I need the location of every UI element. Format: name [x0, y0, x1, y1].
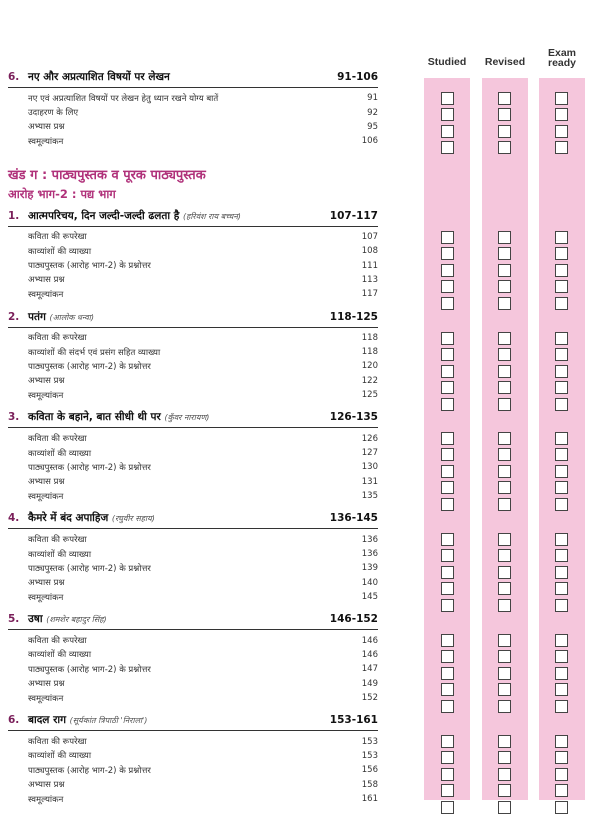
- chapter-heading: [8, 612, 378, 628]
- topic-label: काव्यांशों की व्याख्या: [28, 751, 92, 762]
- spacer: [8, 705, 378, 713]
- revised-checkbox[interactable]: [498, 231, 511, 244]
- studied-checkbox-group: [441, 735, 457, 817]
- revised-checkbox[interactable]: [498, 92, 511, 105]
- studied-checkbox[interactable]: [441, 264, 454, 277]
- topic-label: स्वमूल्यांकन: [28, 289, 64, 300]
- revised-checkbox[interactable]: [498, 599, 511, 612]
- studied-checkbox[interactable]: [441, 533, 454, 546]
- list-item: [8, 244, 378, 258]
- exam-ready-checkbox[interactable]: [555, 365, 568, 378]
- revised-checkbox-group: [498, 332, 514, 414]
- chapter-number: 1.: [8, 209, 20, 222]
- chapter-page-range: 126-135: [329, 411, 378, 424]
- topic-label: अभ्यास प्रश्न: [28, 780, 65, 791]
- list-item: [8, 331, 378, 345]
- revised-checkbox[interactable]: [498, 381, 511, 394]
- topic-page: 136: [361, 549, 378, 559]
- exam-ready-checkbox[interactable]: [555, 280, 568, 293]
- exam-ready-checkbox[interactable]: [555, 108, 568, 121]
- topic-page: 125: [361, 390, 378, 401]
- revised-checkbox[interactable]: [498, 108, 511, 121]
- spacer: [8, 604, 378, 612]
- topic-page: 145: [361, 592, 378, 603]
- topic-page: 146: [361, 649, 378, 660]
- revised-checkbox-group: [498, 735, 514, 817]
- studied-checkbox[interactable]: [441, 465, 454, 478]
- exam-ready-checkbox[interactable]: [555, 381, 568, 394]
- exam-ready-checkbox[interactable]: [555, 432, 568, 445]
- exam-ready-checkbox[interactable]: [555, 634, 568, 647]
- exam-ready-checkbox[interactable]: [555, 465, 568, 478]
- topic-label: कविता की रूपरेखा: [28, 333, 87, 344]
- studied-checkbox[interactable]: [441, 700, 454, 713]
- chapter-number: 2.: [8, 310, 20, 323]
- studied-checkbox[interactable]: [441, 92, 454, 105]
- chapter-title-text: नए और अप्रत्याशित विषयों पर लेखन: [28, 71, 170, 83]
- chapter-author: (सूर्यकांत त्रिपाठी 'निराला'): [69, 716, 148, 726]
- topic-page: 107: [361, 231, 378, 242]
- exam-ready-checkbox[interactable]: [555, 650, 568, 663]
- revised-checkbox[interactable]: [498, 533, 511, 546]
- studied-checkbox[interactable]: [441, 801, 454, 814]
- studied-checkbox[interactable]: [441, 365, 454, 378]
- exam-ready-checkbox[interactable]: [555, 348, 568, 361]
- exam-ready-checkbox[interactable]: [555, 481, 568, 494]
- exam-ready-checkbox[interactable]: [555, 801, 568, 814]
- chapter-author: (आलोक धन्वा): [49, 312, 94, 322]
- revised-checkbox[interactable]: [498, 448, 511, 461]
- exam-ready-header: Exam ready: [547, 47, 577, 69]
- list-item: [8, 388, 378, 402]
- exam-ready-checkbox[interactable]: [555, 683, 568, 696]
- exam-ready-checkbox-group: [555, 735, 571, 817]
- studied-checkbox[interactable]: [441, 667, 454, 680]
- exam-ready-checkbox[interactable]: [555, 297, 568, 310]
- chapter-number: 6.: [8, 714, 20, 727]
- chapter-title: [28, 410, 330, 424]
- studied-checkbox[interactable]: [441, 549, 454, 562]
- topic-label: पाठ्यपुस्तक (आरोह भाग-2) के प्रश्नोत्तर: [28, 563, 151, 574]
- topic-page: 149: [361, 678, 378, 689]
- topic-page: 120: [361, 361, 378, 372]
- list-item: [8, 431, 378, 445]
- revised-checkbox[interactable]: [498, 549, 511, 562]
- topic-page: 92: [367, 107, 378, 118]
- topic-label: काव्यांशों की व्याख्या: [28, 246, 92, 257]
- exam-ready-checkbox[interactable]: [555, 247, 568, 260]
- chapter-author: (हरिवंश राय बच्चन): [182, 211, 241, 221]
- exam-ready-checkbox-group: [555, 432, 571, 514]
- topic-label: अभ्यास प्रश्न: [28, 578, 65, 589]
- studied-checkbox-group: [441, 231, 457, 313]
- chapter-page-range: 136-145: [329, 512, 378, 525]
- exam-ready-checkbox[interactable]: [555, 498, 568, 511]
- topic-label: स्वमूल्यांकन: [28, 592, 64, 603]
- studied-checkbox[interactable]: [441, 231, 454, 244]
- revised-checkbox[interactable]: [498, 398, 511, 411]
- topic-label: कविता की रूपरेखा: [28, 434, 87, 445]
- topic-label: कविता की रूपरेखा: [28, 535, 87, 546]
- studied-checkbox-group: [441, 533, 457, 615]
- exam-ready-checkbox[interactable]: [555, 141, 568, 154]
- list-item: [8, 590, 378, 604]
- revised-checkbox[interactable]: [498, 650, 511, 663]
- revised-checkbox[interactable]: [498, 348, 511, 361]
- studied-checkbox-group: [441, 332, 457, 414]
- topic-page: 135: [361, 491, 378, 502]
- topic-page: 106: [361, 136, 378, 147]
- chapter-heading: [8, 511, 378, 527]
- exam-ready-checkbox-group: [555, 231, 571, 313]
- topic-page: 126: [361, 433, 378, 444]
- revised-checkbox[interactable]: [498, 264, 511, 277]
- topic-page: 108: [361, 246, 378, 257]
- topic-page: 131: [361, 476, 378, 487]
- topic-label: अभ्यास प्रश्न: [28, 275, 65, 286]
- chapter-heading: [8, 713, 378, 729]
- revised-checkbox[interactable]: [498, 683, 511, 696]
- revised-checkbox[interactable]: [498, 465, 511, 478]
- studied-checkbox[interactable]: [441, 634, 454, 647]
- topic-page: 127: [361, 448, 378, 459]
- studied-checkbox[interactable]: [441, 108, 454, 121]
- topic-label: पाठ्यपुस्तक (आरोह भाग-2) के प्रश्नोत्तर: [28, 462, 151, 473]
- studied-checkbox[interactable]: [441, 432, 454, 445]
- list-item: [8, 792, 378, 806]
- chapter-divider: [8, 528, 378, 529]
- studied-checkbox-group: [441, 634, 457, 716]
- topic-page: 147: [361, 664, 378, 675]
- revised-checkbox[interactable]: [498, 751, 511, 764]
- studied-checkbox[interactable]: [441, 398, 454, 411]
- topic-page: 156: [361, 765, 378, 776]
- exam-ready-checkbox[interactable]: [555, 264, 568, 277]
- topic-page: 152: [361, 693, 378, 704]
- exam-ready-checkbox[interactable]: [555, 667, 568, 680]
- topic-label: स्वमूल्यांकन: [28, 491, 64, 502]
- topic-label: काव्यांशों की संदर्भ एवं प्रसंग सहित व्याख्या: [28, 347, 161, 358]
- studied-checkbox[interactable]: [441, 297, 454, 310]
- exam-ready-checkbox[interactable]: [555, 549, 568, 562]
- topic-label: काव्यांशों की व्याख्या: [28, 448, 92, 459]
- chapter-page-range: 107-117: [329, 209, 378, 222]
- studied-checkbox[interactable]: [441, 481, 454, 494]
- studied-checkbox-group: [441, 432, 457, 514]
- chapter-title: [28, 713, 330, 727]
- studied-checkbox-group: [441, 92, 457, 158]
- section-heading: खंड ग : पाठ्यपुस्तक व पूरक पाठ्यपुस्तक: [8, 167, 206, 183]
- topic-label: अभ्यास प्रश्न: [28, 122, 65, 133]
- list-item: [8, 446, 378, 460]
- chapter-divider: [8, 730, 378, 731]
- studied-checkbox[interactable]: [441, 650, 454, 663]
- chapter-divider: [8, 226, 378, 227]
- list-item: [8, 287, 378, 301]
- chapter-number: 6.: [8, 71, 20, 83]
- studied-checkbox[interactable]: [441, 448, 454, 461]
- exam-ready-checkbox-group: [555, 634, 571, 716]
- exam-ready-checkbox[interactable]: [555, 784, 568, 797]
- list-item: [8, 91, 378, 105]
- topic-label: पाठ्यपुस्तक (आरोह भाग-2) के प्रश्नोत्तर: [28, 765, 151, 776]
- revised-checkbox[interactable]: [498, 297, 511, 310]
- topic-page: 130: [361, 462, 378, 473]
- revised-checkbox[interactable]: [498, 365, 511, 378]
- topic-page: 139: [361, 563, 378, 574]
- studied-checkbox[interactable]: [441, 247, 454, 260]
- list-item: [8, 345, 378, 359]
- chapter-heading: [8, 70, 378, 86]
- list-item: [8, 734, 378, 748]
- chapter-title: [28, 511, 330, 525]
- exam-ready-checkbox-group: [555, 332, 571, 414]
- list-item: [8, 749, 378, 763]
- revised-checkbox[interactable]: [498, 498, 511, 511]
- exam-ready-checkbox[interactable]: [555, 582, 568, 595]
- exam-ready-checkbox[interactable]: [555, 332, 568, 345]
- list-item: [8, 763, 378, 777]
- studied-checkbox[interactable]: [441, 599, 454, 612]
- revised-checkbox[interactable]: [498, 247, 511, 260]
- exam-ready-checkbox[interactable]: [555, 448, 568, 461]
- subsection-heading: आरोह भाग-2 : पद्य भाग: [8, 186, 116, 201]
- chapter-title: [28, 612, 330, 626]
- revised-checkbox[interactable]: [498, 801, 511, 814]
- revised-checkbox[interactable]: [498, 784, 511, 797]
- exam-ready-checkbox[interactable]: [555, 566, 568, 579]
- chapter-title-text: उषा: [28, 613, 43, 626]
- topic-page: 117: [361, 289, 378, 300]
- topic-label: अभ्यास प्रश्न: [28, 376, 65, 387]
- list-item: [8, 359, 378, 373]
- spacer: [8, 149, 378, 157]
- revised-checkbox-group: [498, 634, 514, 716]
- studied-checkbox[interactable]: [441, 683, 454, 696]
- list-item: [8, 374, 378, 388]
- spacer: [8, 402, 378, 410]
- chapter-heading: [8, 209, 378, 225]
- topic-page: 111: [361, 260, 378, 271]
- studied-checkbox[interactable]: [441, 381, 454, 394]
- studied-checkbox[interactable]: [441, 735, 454, 748]
- chapter-title-text: कैमरे में बंद अपाहिज: [28, 512, 109, 525]
- topic-label: काव्यांशों की व्याख्या: [28, 650, 92, 661]
- list-item: [8, 230, 378, 244]
- revised-checkbox-group: [498, 533, 514, 615]
- revised-checkbox[interactable]: [498, 332, 511, 345]
- chapter-page-range: 91-106: [337, 71, 378, 83]
- topic-page: 136: [361, 534, 378, 545]
- contents-list: [8, 70, 378, 814]
- chapter-divider: [8, 629, 378, 630]
- topic-label: नए एवं अप्रत्याशित विषयों पर लेखन हेतु ध्यान रखने योग्य बातें: [28, 93, 219, 104]
- revised-checkbox[interactable]: [498, 634, 511, 647]
- list-item: [8, 120, 378, 134]
- chapter-title: [28, 70, 337, 84]
- revised-checkbox[interactable]: [498, 566, 511, 579]
- chapter-author: (रघुवीर सहाय): [111, 514, 155, 524]
- revised-header: Revised: [484, 56, 526, 68]
- topic-label: स्वमूल्यांकन: [28, 136, 64, 147]
- topic-label: काव्यांशों की व्याख्या: [28, 549, 92, 560]
- topic-page: 158: [361, 779, 378, 790]
- chapter-title-text: आत्मपरिचय, दिन जल्दी-जल्दी ढलता है: [28, 209, 180, 222]
- revised-checkbox[interactable]: [498, 667, 511, 680]
- topic-label: पाठ्यपुस्तक (आरोह भाग-2) के प्रश्नोत्तर: [28, 361, 151, 372]
- chapter-divider: [8, 327, 378, 328]
- exam-ready-checkbox-group: [555, 92, 571, 158]
- studied-checkbox[interactable]: [441, 566, 454, 579]
- list-item: [8, 691, 378, 705]
- revised-checkbox-group: [498, 92, 514, 158]
- chapter-title-text: पतंग: [28, 310, 46, 323]
- topic-page: 118: [361, 347, 378, 358]
- exam-ready-checkbox[interactable]: [555, 768, 568, 781]
- exam-ready-checkbox[interactable]: [555, 751, 568, 764]
- list-item: [8, 134, 378, 148]
- topic-label: कविता की रूपरेखा: [28, 232, 87, 243]
- topic-label: स्वमूल्यांकन: [28, 794, 64, 805]
- revised-checkbox[interactable]: [498, 280, 511, 293]
- topic-label: पाठ्यपुस्तक (आरोह भाग-2) के प्रश्नोत्तर: [28, 261, 151, 272]
- chapter-title: [28, 310, 330, 324]
- exam-ready-checkbox-group: [555, 533, 571, 615]
- list-item: [8, 662, 378, 676]
- spacer: [8, 503, 378, 511]
- topic-label: स्वमूल्यांकन: [28, 693, 64, 704]
- studied-checkbox[interactable]: [441, 332, 454, 345]
- list-item: [8, 778, 378, 792]
- chapter-divider: [8, 87, 378, 88]
- revised-checkbox[interactable]: [498, 768, 511, 781]
- chapter-heading: [8, 410, 378, 426]
- chapter-page-range: 146-152: [329, 613, 378, 626]
- revised-checkbox[interactable]: [498, 735, 511, 748]
- topic-label: पाठ्यपुस्तक (आरोह भाग-2) के प्रश्नोत्तर: [28, 664, 151, 675]
- list-item: [8, 475, 378, 489]
- studied-checkbox[interactable]: [441, 125, 454, 138]
- revised-checkbox-group: [498, 432, 514, 514]
- chapter-title-text: कविता के बहाने, बात सीधी थी पर: [28, 411, 161, 424]
- exam-ready-checkbox[interactable]: [555, 599, 568, 612]
- exam-ready-checkbox[interactable]: [555, 92, 568, 105]
- studied-checkbox[interactable]: [441, 498, 454, 511]
- list-item: [8, 460, 378, 474]
- chapter-author: (कुँवर नारायण): [164, 413, 210, 423]
- exam-ready-checkbox[interactable]: [555, 533, 568, 546]
- studied-checkbox[interactable]: [441, 141, 454, 154]
- chapter-number: 4.: [8, 512, 20, 525]
- chapter-page-range: 153-161: [329, 714, 378, 727]
- topic-label: अभ्यास प्रश्न: [28, 679, 65, 690]
- list-item: [8, 576, 378, 590]
- list-item: [8, 648, 378, 662]
- chapter-number: 3.: [8, 411, 20, 424]
- spacer: [8, 302, 378, 310]
- topic-page: 153: [361, 750, 378, 761]
- topic-page: 153: [361, 736, 378, 747]
- revised-checkbox[interactable]: [498, 125, 511, 138]
- revised-checkbox[interactable]: [498, 481, 511, 494]
- revised-checkbox[interactable]: [498, 700, 511, 713]
- list-item: [8, 258, 378, 272]
- topic-page: 95: [367, 121, 378, 132]
- studied-checkbox[interactable]: [441, 280, 454, 293]
- exam-ready-checkbox[interactable]: [555, 125, 568, 138]
- chapter-title: [28, 209, 330, 223]
- revised-checkbox[interactable]: [498, 432, 511, 445]
- topic-page: 146: [361, 635, 378, 646]
- studied-checkbox[interactable]: [441, 348, 454, 361]
- topic-page: 140: [361, 577, 378, 588]
- revised-checkbox-group: [498, 231, 514, 313]
- topic-page: 113: [361, 274, 378, 285]
- revised-checkbox[interactable]: [498, 141, 511, 154]
- list-item: [8, 561, 378, 575]
- chapter-title-text: बादल राग: [28, 714, 66, 727]
- studied-checkbox[interactable]: [441, 751, 454, 764]
- list-item: [8, 273, 378, 287]
- studied-checkbox[interactable]: [441, 784, 454, 797]
- chapter-page-range: 118-125: [329, 310, 378, 323]
- topic-label: स्वमूल्यांकन: [28, 390, 64, 401]
- chapter-author: (शमशेर बहादुर सिंह): [46, 615, 107, 625]
- list-item: [8, 633, 378, 647]
- topic-page: 161: [361, 794, 378, 805]
- topic-page: 91: [367, 93, 378, 104]
- topic-label: अभ्यास प्रश्न: [28, 477, 65, 488]
- exam-ready-checkbox[interactable]: [555, 700, 568, 713]
- list-item: [8, 489, 378, 503]
- topic-label: कविता की रूपरेखा: [28, 636, 87, 647]
- chapter-divider: [8, 427, 378, 428]
- topic-label: उदाहरण के लिए: [28, 108, 79, 119]
- exam-ready-checkbox[interactable]: [555, 735, 568, 748]
- exam-ready-checkbox[interactable]: [555, 231, 568, 244]
- list-item: [8, 532, 378, 546]
- topic-label: कविता की रूपरेखा: [28, 737, 87, 748]
- spacer: [8, 806, 378, 814]
- studied-header: Studied: [427, 56, 467, 68]
- list-item: [8, 547, 378, 561]
- chapter-heading: [8, 310, 378, 326]
- exam-ready-checkbox[interactable]: [555, 398, 568, 411]
- revised-checkbox[interactable]: [498, 582, 511, 595]
- studied-checkbox[interactable]: [441, 582, 454, 595]
- chapter-number: 5.: [8, 613, 20, 626]
- topic-page: 118: [361, 332, 378, 343]
- studied-checkbox[interactable]: [441, 768, 454, 781]
- topic-page: 122: [361, 375, 378, 386]
- list-item: [8, 677, 378, 691]
- list-item: [8, 105, 378, 119]
